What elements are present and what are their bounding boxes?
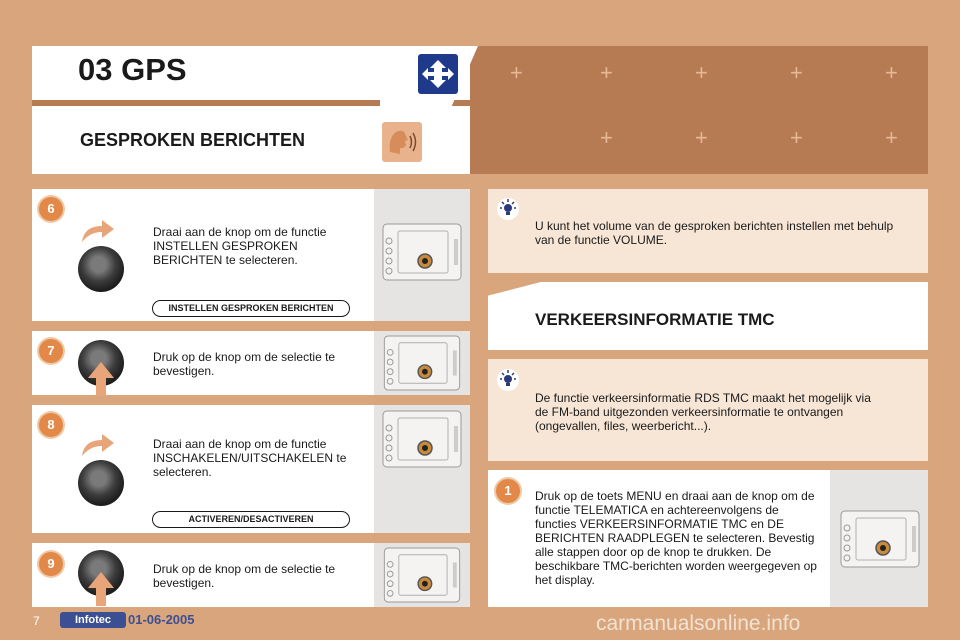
radio-unit-icon bbox=[382, 410, 462, 468]
turn-arrow-icon bbox=[80, 218, 116, 244]
step-6-menu-pill: INSTELLEN GESPROKEN BERICHTEN bbox=[152, 300, 350, 317]
lightbulb-tip-icon bbox=[496, 368, 520, 392]
radio-unit-icon bbox=[382, 335, 462, 391]
tmc-section-title: VERKEERSINFORMATIE TMC bbox=[535, 310, 775, 329]
decor-plus-icon: + bbox=[885, 60, 898, 85]
decor-plus-icon: + bbox=[885, 125, 898, 150]
step-9-badge: 9 bbox=[39, 552, 63, 576]
step-8-badge: 8 bbox=[39, 413, 63, 437]
rotary-knob-icon bbox=[78, 246, 124, 292]
step-7-text: Druk op de knop om de selectie te bevestigen. bbox=[153, 350, 336, 378]
radio-unit-icon bbox=[382, 547, 462, 603]
decor-plus-icon: + bbox=[695, 125, 708, 150]
gps-direction-icon bbox=[418, 54, 458, 94]
turn-arrow-icon bbox=[80, 432, 116, 458]
step-7-badge: 7 bbox=[39, 339, 63, 363]
volume-tip-text: U kunt het volume van de gesproken berichten instellen met behulp van de functie VOLUME. bbox=[535, 219, 894, 247]
tmc-step-1-badge: 1 bbox=[496, 479, 520, 503]
decor-plus-icon: + bbox=[510, 60, 523, 85]
press-arrow-icon bbox=[88, 362, 114, 396]
decor-plus-icon: + bbox=[600, 125, 613, 150]
lightbulb-tip-icon bbox=[496, 197, 520, 221]
edition-date: 01-06-2005 bbox=[128, 612, 195, 627]
page-title: 03 GPS bbox=[78, 52, 187, 87]
rotary-knob-icon bbox=[78, 460, 124, 506]
decor-plus-icon: + bbox=[790, 125, 803, 150]
step-8-text: Draai aan de knop om de functie INSCHAKELEN/UITSCHAKELEN te selecteren. bbox=[153, 437, 347, 479]
decor-plus-icon: + bbox=[600, 60, 613, 85]
decor-plus-icon: + bbox=[790, 60, 803, 85]
voice-speaking-icon bbox=[382, 122, 422, 162]
infotec-logo: Infotec bbox=[60, 612, 126, 628]
step-6-badge: 6 bbox=[39, 197, 63, 221]
decor-plus-icon: + bbox=[695, 60, 708, 85]
page-number: 7 bbox=[33, 614, 40, 628]
watermark: carmanualsonline.info bbox=[596, 612, 801, 635]
section-subtitle: GESPROKEN BERICHTEN bbox=[80, 130, 306, 150]
tmc-tip-text: De functie verkeersinformatie RDS TMC maakt het mogelijk via de FM-band uitgezonden verkeersinformatie te ontvangen (ongevallen, files, weerbericht...). bbox=[535, 391, 871, 433]
radio-unit-icon bbox=[840, 510, 920, 568]
step-8-menu-pill: ACTIVEREN/DESACTIVEREN bbox=[152, 511, 350, 528]
tmc-step-1-text: Druk op de toets MENU en draai aan de knop om de functie TELEMATICA en achtereenvolgens de functies VERKEERSINFORMATIE TMC en DE BERICHTEN RAADPLEGEN te selecteren. Bevestig alle stappen door op de knop te drukken. De beschikbare TMC-berichten worden weergegeven op het display. bbox=[535, 489, 817, 587]
step-6-text: Draai aan de knop om de functie INSTELLEN GESPROKEN BERICHTEN te selecteren. bbox=[153, 225, 327, 267]
radio-unit-icon bbox=[382, 223, 462, 281]
step-9-text: Druk op de knop om de selectie te bevestigen. bbox=[153, 562, 336, 590]
press-arrow-icon bbox=[88, 572, 114, 606]
